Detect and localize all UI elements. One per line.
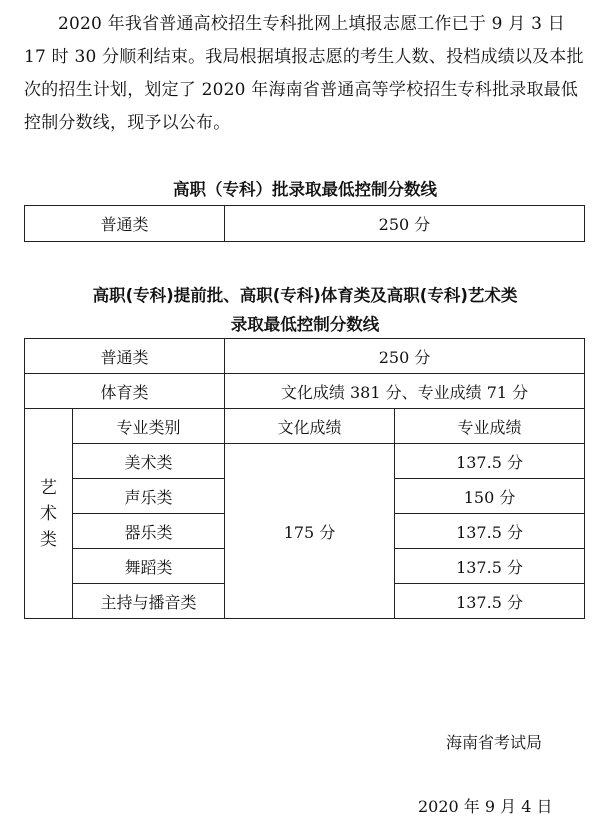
table2-title-line2: 录取最低控制分数线: [230, 315, 380, 334]
table-row: [25, 374, 585, 409]
table-row: [25, 339, 585, 374]
arts-category: 声乐类: [73, 479, 225, 514]
table2-title-line1: 高职(专科)提前批、高职(专科)体育类及高职(专科)艺术类: [92, 286, 518, 305]
sports-label: 体育类: [25, 374, 225, 409]
table-row: [25, 444, 585, 479]
general-label: 普通类: [25, 206, 225, 242]
general-label: 普通类: [25, 339, 225, 374]
table1: [24, 205, 585, 242]
header-culture: 文化成绩: [225, 409, 395, 444]
arts-major-score: 137.5 分: [395, 549, 585, 584]
header-category: 专业类别: [73, 409, 225, 444]
arts-category: 美术类: [73, 444, 225, 479]
arts-category: 器乐类: [73, 514, 225, 549]
arts-major-score: 150 分: [395, 479, 585, 514]
table2: [24, 338, 585, 619]
general-score: 250 分: [225, 206, 585, 242]
arts-culture-score: 175 分: [225, 444, 395, 619]
arts-category: 主持与播音类: [73, 584, 225, 619]
arts-major-score: 137.5 分: [395, 514, 585, 549]
table-row: [25, 409, 585, 444]
table-row: [25, 206, 585, 242]
signature-date: 2020 年 9 月 4 日: [418, 797, 553, 816]
arts-major-score: 137.5 分: [395, 584, 585, 619]
arts-major-score: 137.5 分: [395, 444, 585, 479]
general-score: 250 分: [225, 339, 585, 374]
arts-category: 舞蹈类: [73, 549, 225, 584]
sports-score: 文化成绩 381 分、专业成绩 71 分: [225, 374, 585, 409]
arts-group-label: 艺 术 类: [25, 409, 73, 619]
table1-title: 高职（专科）批录取最低控制分数线: [173, 180, 437, 199]
header-major: 专业成绩: [395, 409, 585, 444]
intro-paragraph: 2020 年我省普通高校招生专科批网上填报志愿工作已于 9 月 3 日 17 时 30 分顺利结束。我局根据填报志愿的考生人数、投档成绩以及本批次的招生计划，划定了 2020 年海南省普通高等学校招生专科批录取最低控制分数线，现予以公布。: [24, 14, 584, 133]
signature-org: 海南省考试局: [446, 733, 543, 752]
